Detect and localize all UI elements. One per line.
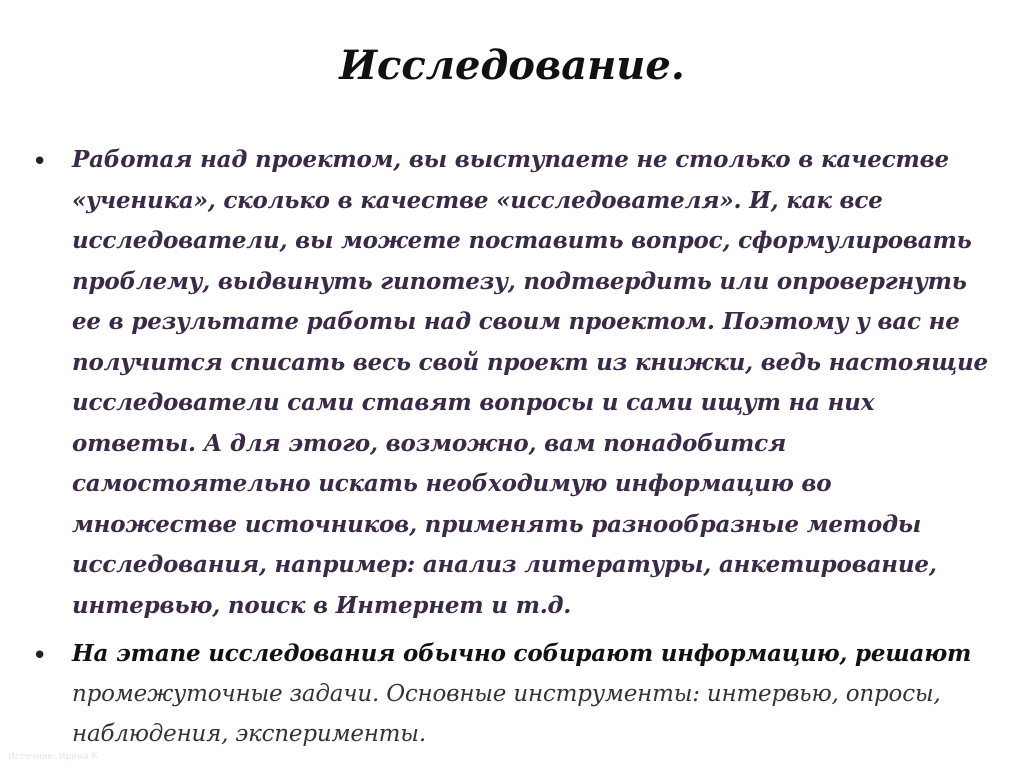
bullet-text-bold: На этапе исследования обычно собирают информацию, решают <box>72 640 972 667</box>
bullet-list <box>30 140 990 762</box>
watermark: Источник: Ирина К. <box>8 752 101 762</box>
slide-title: Исследование. <box>339 42 685 89</box>
bullet-item-research-stage <box>30 634 990 754</box>
bullet-icon: • <box>32 641 48 671</box>
bullet-icon: • <box>32 147 48 177</box>
bullet-text-normal: промежуточные задачи. Основные инструменты: интервью, опросы, наблюдения, эксперименты. <box>72 681 941 747</box>
bullet-text: Работая над проектом, вы выступаете не столько в качестве «ученика», сколько в качестве «исследователя». И, как все исследователи, вы можете поставить вопрос, сформулировать проблему, выдвинуть гипотезу, подтвердить или опровергнуть ее в результате работы над своим проектом. Поэтому у вас не получится списать весь свой проект из книжки, ведь настоящие исследователи сами ставят вопросы и сами ищут на них ответы. А для этого, возможно, вам понадобится самостоятельно искать необходимую информацию во множестве источников, применять разнообразные методы исследования, например: анализ литературы, анкетирование, интервью, поиск в Интернет и т.д. <box>72 146 988 619</box>
bullet-item-research-role <box>30 140 990 626</box>
bullet-text <box>72 634 990 754</box>
